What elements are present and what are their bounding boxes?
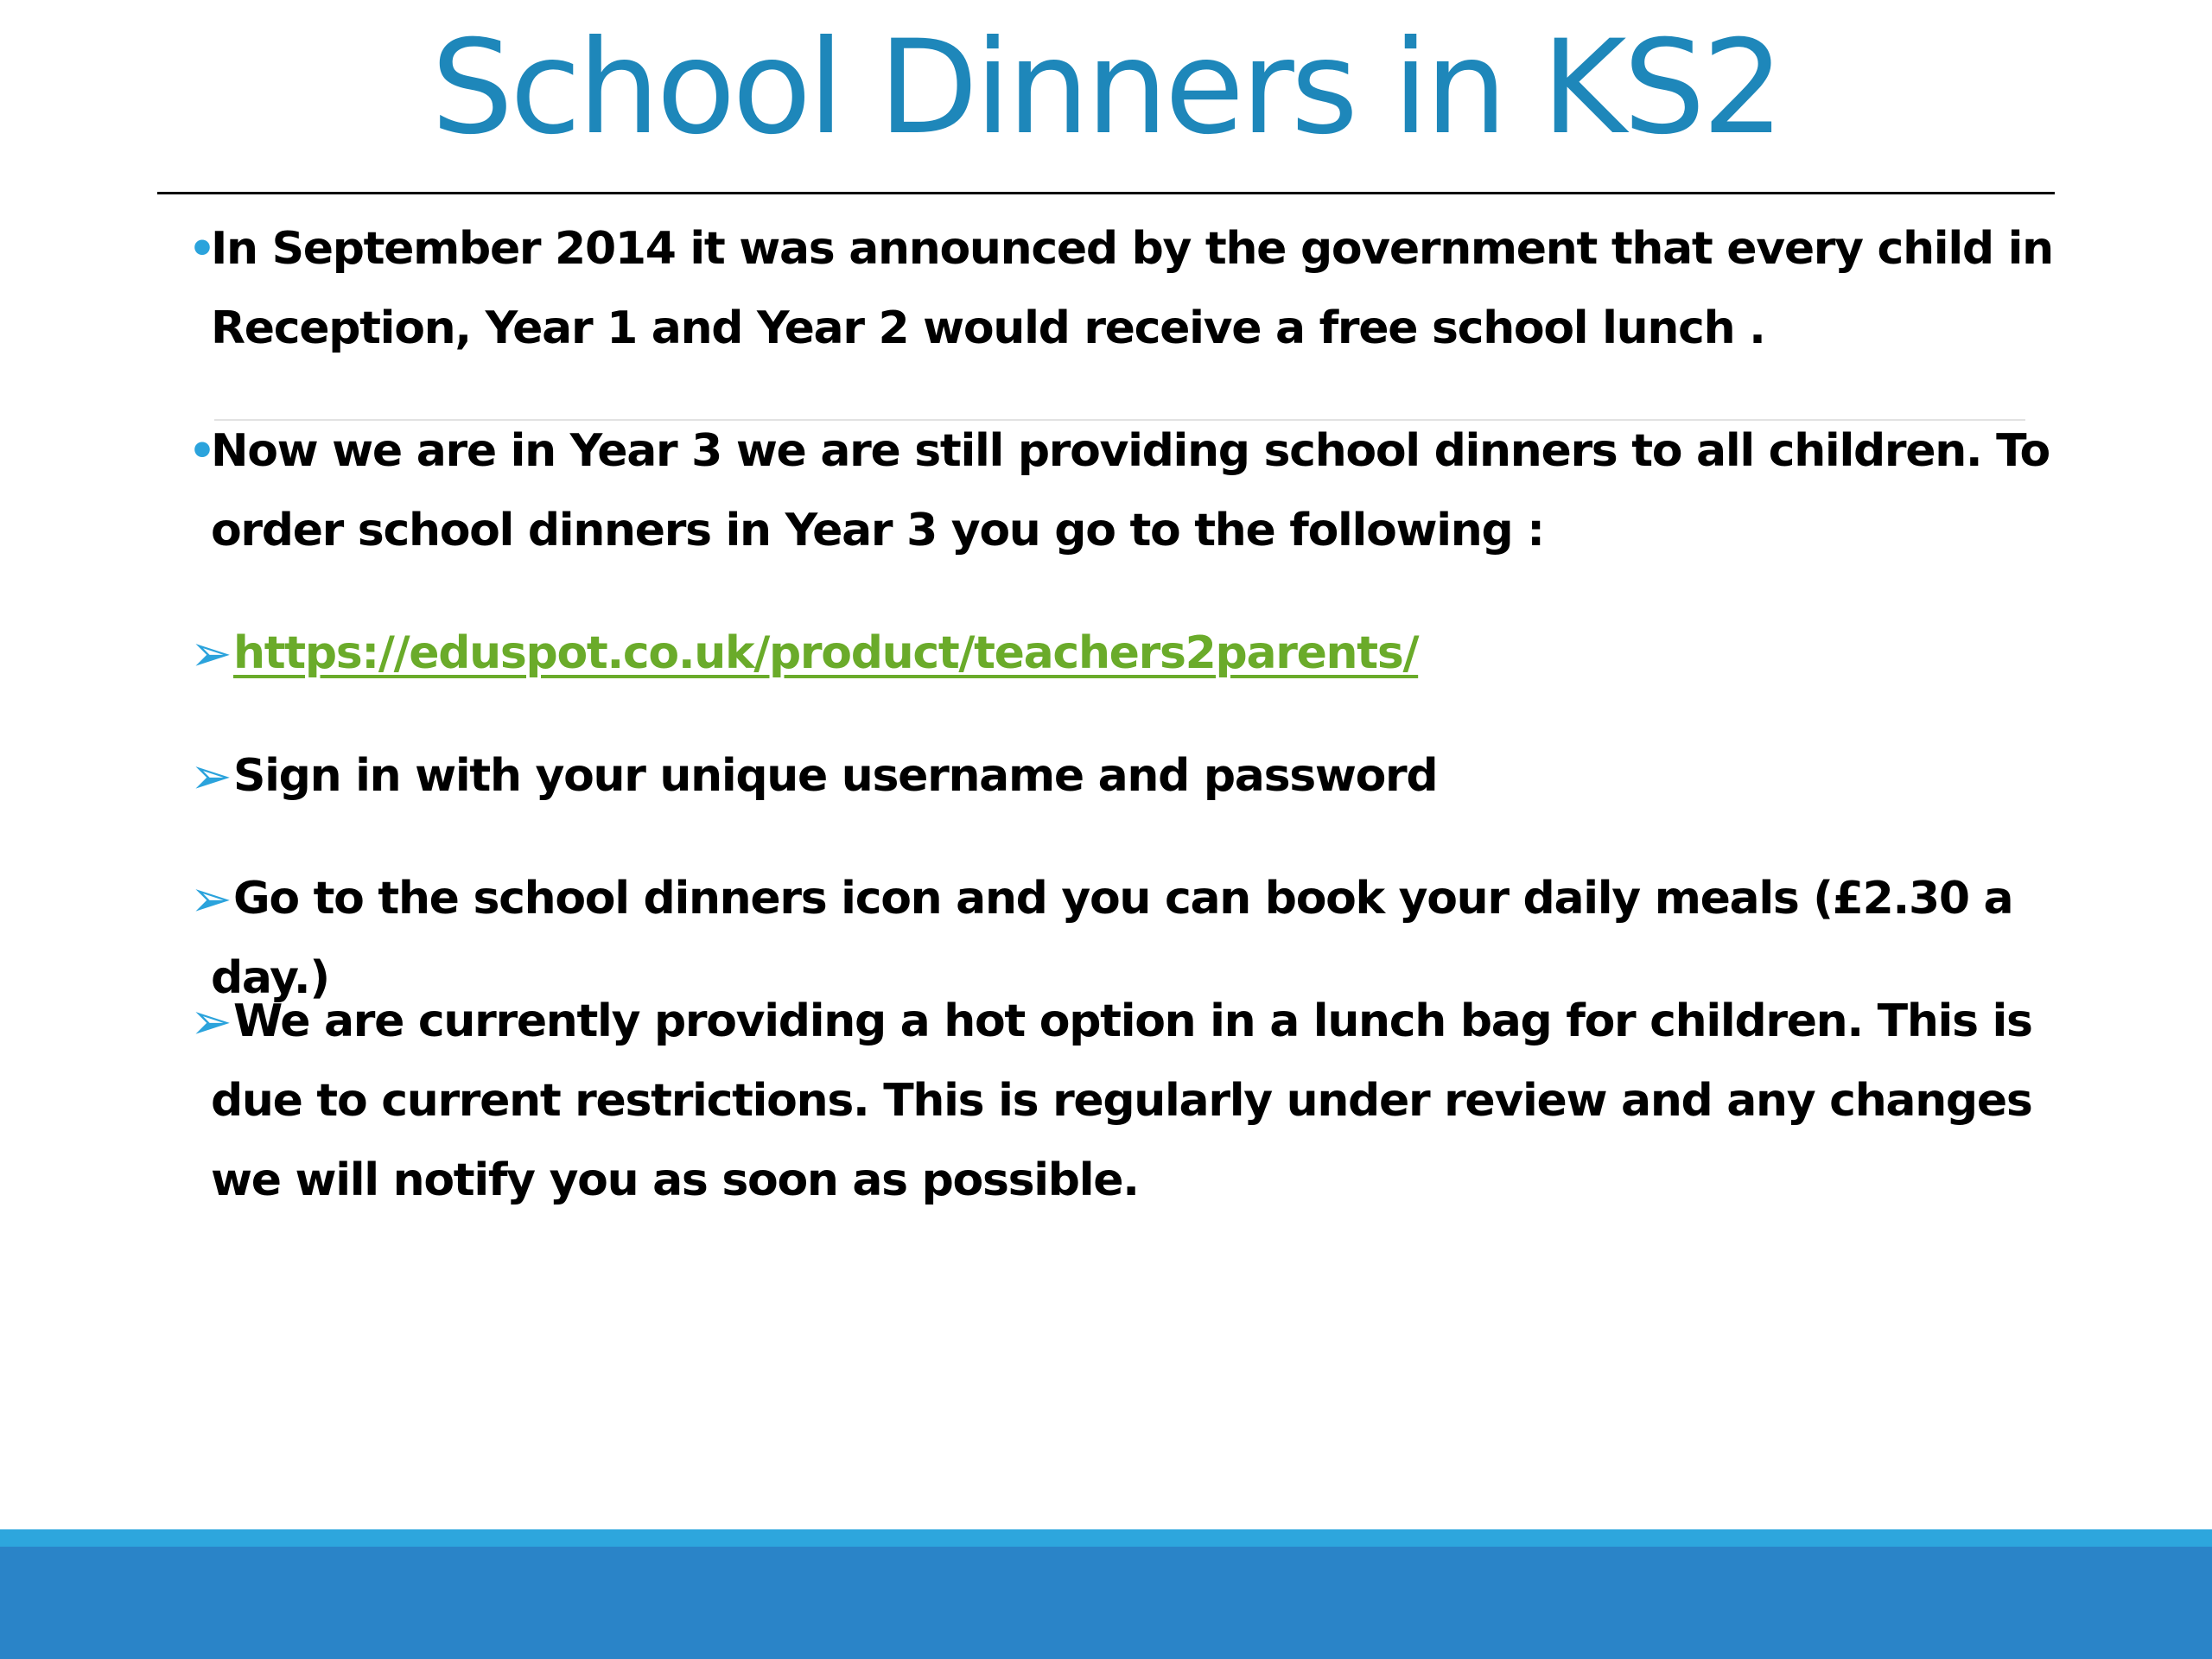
- teachers2parents-link[interactable]: https://eduspot.co.uk/product/teachers2parents/: [233, 627, 1419, 679]
- bullet-text: Now we are in Year 3 we are still providing school dinners to all children. To order school dinners in Year 3 you go to the following :: [211, 425, 2050, 556]
- step-item-sign-in: [190, 736, 2086, 816]
- arrow-bullet-icon: ➢: [190, 869, 232, 928]
- arrow-bullet-icon: ➢: [190, 624, 232, 683]
- step-text: We are currently providing a hot option in a lunch bag for children. This is due to current restrictions. This is regularly under review and any changes we will notify you as soon as possible.: [211, 995, 2032, 1206]
- step-text: Sign in with your unique username and password: [233, 750, 1438, 802]
- slide-title: School Dinners in KS2: [430, 13, 1782, 163]
- bullet-dot-icon: •: [188, 426, 215, 476]
- bullet-item-announcement: [188, 209, 2086, 368]
- bullet-item-year3: [188, 411, 2086, 570]
- arrow-bullet-icon: ➢: [190, 747, 232, 805]
- bullet-text: In September 2014 it was announced by the government that every child in Reception, Year 1 and Year 2 would receive a free school lunch .: [211, 223, 2053, 354]
- title-divider: [157, 192, 2055, 194]
- step-text: Go to the school dinners icon and you can book your daily meals (£2.30 a day.): [211, 873, 2013, 1004]
- step-item-hot-option: [190, 982, 2086, 1220]
- arrow-bullet-icon: ➢: [190, 992, 232, 1051]
- bullet-dot-icon: •: [188, 224, 215, 274]
- footer-accent-band: [0, 1529, 2212, 1547]
- step-item-link[interactable]: [190, 613, 2086, 693]
- footer-band: [0, 1547, 2212, 1659]
